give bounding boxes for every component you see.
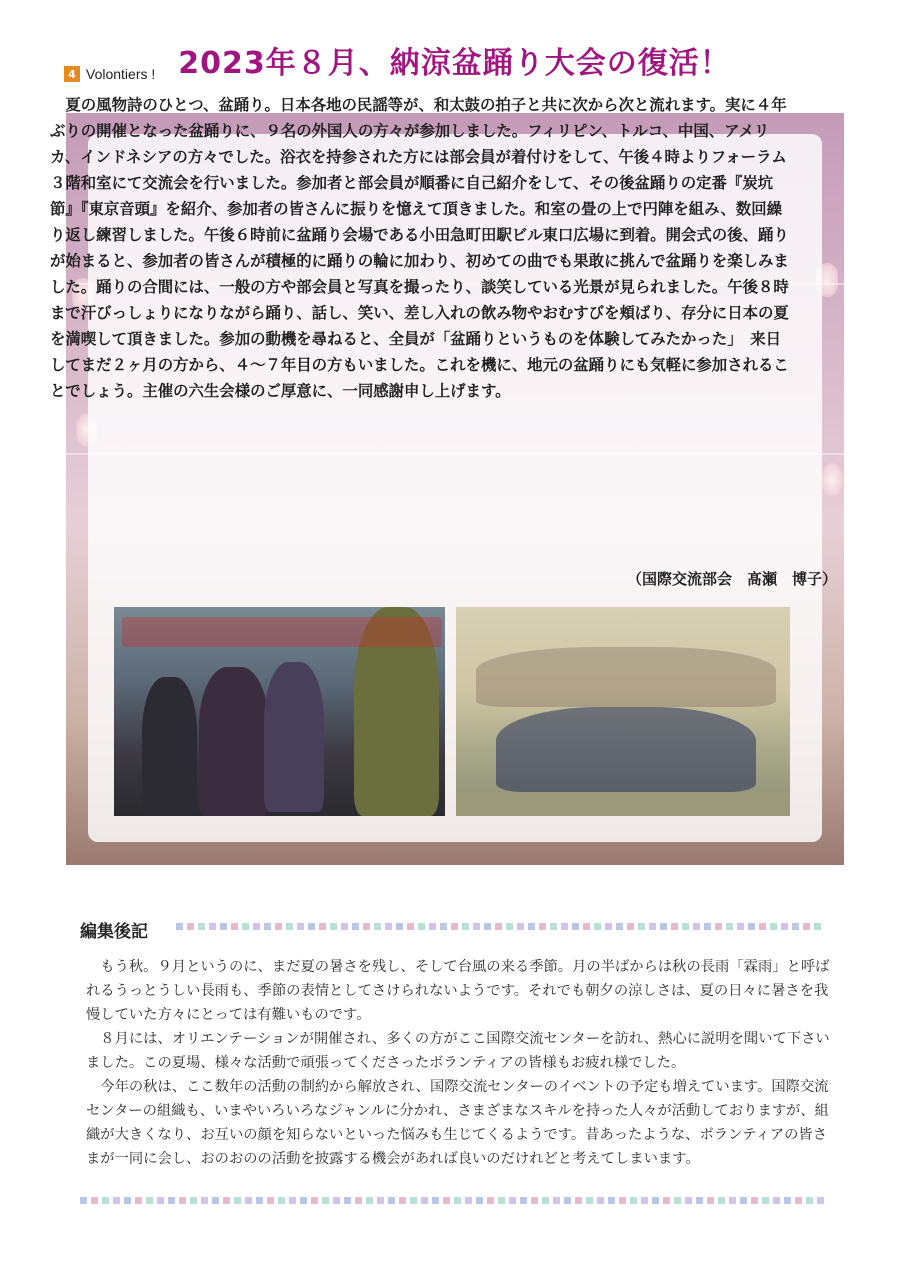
divider-dot — [740, 1197, 747, 1204]
divider-dot — [627, 923, 634, 930]
divider-dot — [674, 1197, 681, 1204]
dotted-divider — [176, 923, 821, 931]
divider-dot — [762, 1197, 769, 1204]
lantern-decoration — [821, 463, 843, 497]
divider-dot — [399, 1197, 406, 1204]
divider-dot — [124, 1197, 131, 1204]
editor-paragraph: ８月には、オリエンテーションが開催され、多くの方がここ国際交流センターを訪れ、熱心に説明を聞いて下さいました。この夏場、様々な活動で頑張ってくださったボランティアの皆様もお疲れ様でした。 — [86, 1031, 830, 1071]
divider-dot — [168, 1197, 175, 1204]
divider-dot — [773, 1197, 780, 1204]
divider-dot — [748, 923, 755, 930]
divider-dot — [231, 923, 238, 930]
editor-notes-title: 編集後記 — [80, 922, 148, 942]
divider-dot — [506, 923, 513, 930]
divider-dot — [685, 1197, 692, 1204]
divider-dot — [410, 1197, 417, 1204]
divider-dot — [759, 923, 766, 930]
divider-dot — [440, 923, 447, 930]
divider-dot — [264, 923, 271, 930]
divider-dot — [396, 923, 403, 930]
divider-dot — [520, 1197, 527, 1204]
divider-dot — [737, 923, 744, 930]
divider-dot — [179, 1197, 186, 1204]
divider-dot — [333, 1197, 340, 1204]
divider-dot — [696, 1197, 703, 1204]
divider-dot — [308, 923, 315, 930]
divider-dot — [660, 923, 667, 930]
article-body — [50, 92, 790, 404]
divider-dot — [707, 1197, 714, 1204]
divider-dot — [176, 923, 183, 930]
editor-paragraph: 今年の秋は、ここ数年の活動の制約から解放され、国際交流センターのイベントの予定も増えています。国際交流センターの組織も、いまやいろいろなジャンルに分かれ、さまざまなスキルを持った人々が活動しておりますが、組織が大きくなり、お互いの顔を知らないといった悩みも生じてくるようです。昔あったような、ボランティアの皆さまが一同に会し、おのおのの活動を披露する機会があれば良いのだけれどと考えてしまいます。 — [86, 1079, 829, 1167]
divider-dot — [344, 1197, 351, 1204]
divider-dot — [608, 1197, 615, 1204]
divider-dot — [542, 1197, 549, 1204]
divider-dot — [377, 1197, 384, 1204]
group-photo — [456, 607, 790, 816]
divider-dot — [561, 923, 568, 930]
divider-dot — [297, 923, 304, 930]
divider-dot — [267, 1197, 274, 1204]
divider-dot — [638, 923, 645, 930]
divider-dot — [693, 923, 700, 930]
divider-dot — [498, 1197, 505, 1204]
divider-dot — [322, 1197, 329, 1204]
divider-dot — [146, 1197, 153, 1204]
divider-dot — [429, 923, 436, 930]
divider-dot — [212, 1197, 219, 1204]
divider-dot — [583, 923, 590, 930]
article-byline: （国際交流部会 髙瀬 博子） — [626, 570, 837, 588]
divider-dot — [586, 1197, 593, 1204]
divider-dot — [594, 923, 601, 930]
divider-dot — [286, 923, 293, 930]
divider-dot — [781, 923, 788, 930]
divider-dot — [366, 1197, 373, 1204]
divider-dot — [652, 1197, 659, 1204]
divider-dot — [564, 1197, 571, 1204]
divider-dot — [803, 923, 810, 930]
divider-dot — [135, 1197, 142, 1204]
divider-dot — [242, 923, 249, 930]
divider-dot — [454, 1197, 461, 1204]
divider-dot — [671, 923, 678, 930]
divider-dot — [817, 1197, 824, 1204]
divider-dot — [795, 1197, 802, 1204]
divider-dot — [729, 1197, 736, 1204]
divider-dot — [597, 1197, 604, 1204]
divider-dot — [575, 1197, 582, 1204]
divider-dot — [80, 1197, 87, 1204]
divider-dot — [363, 923, 370, 930]
divider-dot — [726, 923, 733, 930]
dotted-divider — [80, 1197, 824, 1205]
divider-dot — [641, 1197, 648, 1204]
divider-dot — [553, 1197, 560, 1204]
divider-dot — [385, 923, 392, 930]
divider-dot — [157, 1197, 164, 1204]
divider-dot — [539, 923, 546, 930]
divider-dot — [187, 923, 194, 930]
divider-dot — [190, 1197, 197, 1204]
divider-dot — [113, 1197, 120, 1204]
divider-dot — [91, 1197, 98, 1204]
article-title: 2023年８月、納涼盆踊り大会の復活！ — [178, 46, 731, 81]
divider-dot — [509, 1197, 516, 1204]
divider-dot — [220, 923, 227, 930]
divider-dot — [572, 923, 579, 930]
divider-dot — [770, 923, 777, 930]
divider-dot — [605, 923, 612, 930]
divider-dot — [451, 923, 458, 930]
divider-dot — [550, 923, 557, 930]
divider-dot — [319, 923, 326, 930]
divider-dot — [784, 1197, 791, 1204]
divider-dot — [311, 1197, 318, 1204]
divider-dot — [465, 1197, 472, 1204]
divider-dot — [223, 1197, 230, 1204]
editor-notes-body — [86, 955, 831, 1171]
divider-dot — [407, 923, 414, 930]
bon-odori-dance-photo — [114, 607, 445, 816]
divider-dot — [300, 1197, 307, 1204]
divider-dot — [355, 1197, 362, 1204]
divider-dot — [352, 923, 359, 930]
page-number-badge: 4 — [64, 66, 80, 82]
divider-dot — [704, 923, 711, 930]
divider-dot — [619, 1197, 626, 1204]
divider-dot — [234, 1197, 241, 1204]
divider-dot — [289, 1197, 296, 1204]
divider-dot — [473, 923, 480, 930]
divider-dot — [432, 1197, 439, 1204]
divider-dot — [663, 1197, 670, 1204]
divider-dot — [330, 923, 337, 930]
editor-paragraph: もう秋。９月というのに、まだ夏の暑さを残し、そして台風の来る季節。月の半ばからは秋の長雨「霖雨」と呼ばれるうっとうしい長雨も、季節の表情としてさけられないようです。それでも朝夕の涼しさは、夏の日々に暑さを我慢していた方々にとっては有難いものです。 — [86, 959, 830, 1023]
divider-dot — [715, 923, 722, 930]
divider-dot — [814, 923, 821, 930]
divider-dot — [374, 923, 381, 930]
divider-dot — [751, 1197, 758, 1204]
divider-dot — [341, 923, 348, 930]
divider-dot — [245, 1197, 252, 1204]
divider-dot — [531, 1197, 538, 1204]
divider-dot — [487, 1197, 494, 1204]
divider-dot — [421, 1197, 428, 1204]
divider-dot — [388, 1197, 395, 1204]
divider-dot — [418, 923, 425, 930]
divider-dot — [278, 1197, 285, 1204]
divider-dot — [495, 923, 502, 930]
divider-dot — [443, 1197, 450, 1204]
divider-dot — [256, 1197, 263, 1204]
divider-dot — [102, 1197, 109, 1204]
magazine-title: Volontiers ! — [86, 66, 156, 82]
divider-dot — [528, 923, 535, 930]
divider-dot — [517, 923, 524, 930]
divider-dot — [792, 923, 799, 930]
divider-dot — [630, 1197, 637, 1204]
divider-dot — [198, 923, 205, 930]
divider-dot — [476, 1197, 483, 1204]
divider-dot — [718, 1197, 725, 1204]
divider-dot — [616, 923, 623, 930]
article-paragraph: 夏の風物詩のひとつ、盆踊り。日本各地の民謡等が、和太鼓の拍子と共に次から次と流れます。実に４年ぶりの開催となった盆踊りに、９名の外国人の方々が参加しました。フィリピン、トルコ、中国、アメリカ、インドネシアの方々でした。浴衣を持参された方には部会員が着付けをして、午後４時よりフォーラム３階和室にて交流会を行いました。参加者と部会員が順番に自己紹介をして、その後盆踊りの定番『炭坑節』『東京音頭』を紹介、参加者の皆さんに振りを憶えて頂きました。和室の畳の上で円陣を組み、数回繰り返し練習しました。午後６時前に盆踊り会場である小田急町田駅ビル東口広場に到着。開会式の後、踊りが始まると、参加者の皆さんが積極的に踊りの輪に加わり、初めての曲でも果敢に挑んで盆踊りを楽しみました。踊りの合間には、一般の方や部会員と写真を撮ったり、談笑している光景が見られました。午後８時まで汗びっしょりになりながら踊り、話し、笑い、差し入れの飲み物やおむすびを頬ばり、存分に日本の夏を満喫して頂きました。参加の動機を尋ねると、全員が「盆踊りというものを体験してみたかった」 来日してまだ２ヶ月の方から、４～７年目の方もいました。これを機に、地元の盆踊りにも気軽に参加されることでしょう。主催の六生会様のご厚意に、一同感謝申し上げます。 — [50, 96, 789, 400]
divider-dot — [253, 923, 260, 930]
divider-dot — [649, 923, 656, 930]
divider-dot — [484, 923, 491, 930]
divider-dot — [806, 1197, 813, 1204]
divider-dot — [201, 1197, 208, 1204]
divider-dot — [682, 923, 689, 930]
divider-dot — [275, 923, 282, 930]
divider-dot — [209, 923, 216, 930]
divider-dot — [462, 923, 469, 930]
